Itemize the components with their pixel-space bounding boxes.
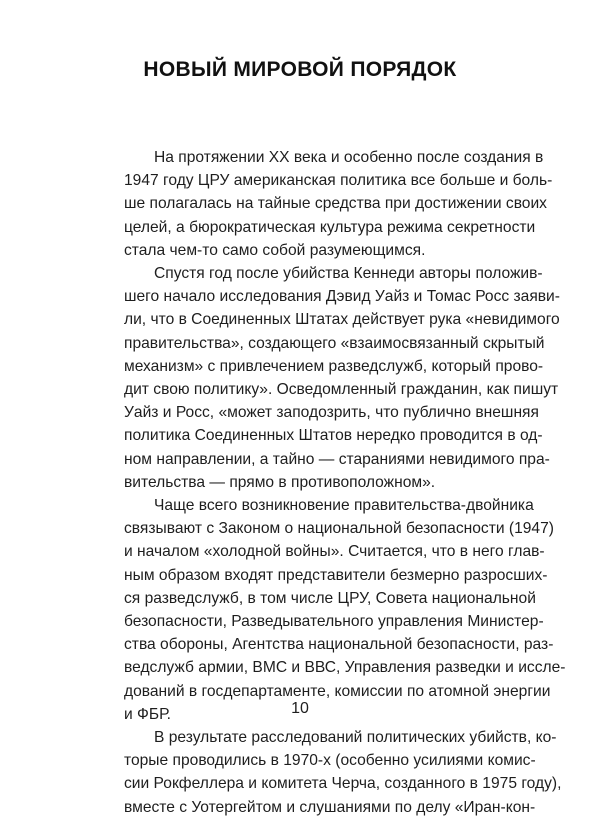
text-line: В результате расследований политических убийств, ко- [154,729,557,747]
text-line: ведслужб армии, ВМС и ВВС, Управления разведки и иссле- [124,659,566,677]
text-line: Спустя год после убийства Кеннеди авторы положив- [154,265,543,283]
text-line: ном направлении, а тайно — стараниями невидимого пра- [124,450,550,468]
text-line: дит свою политику». Осведомленный гражданин, как пишут [124,381,559,399]
text-line: ным образом входят представители безмерно разросших- [124,566,548,584]
text-line: правительства», создающего «взаимосвязанный скрытый [124,334,545,352]
text-line: 1947 году ЦРУ американская политика все больше и боль- [124,172,553,190]
text-line: ли, что в Соединенных Штатах действует рука «невидимого [124,311,560,329]
text-line: и началом «холодной войны». Считается, что в него глав- [124,543,545,561]
text-line: безопасности, Разведывательного управления Министер- [124,613,544,631]
paragraph [124,494,566,726]
text-line: связывают с Законом о национальной безопасности (1947) [124,520,554,538]
text-line: дований в госдепартаменте, комиссии по атомной энергии [124,682,551,700]
text-line: политика Соединенных Штатов нередко проводится в од- [124,427,543,445]
paragraph [124,726,562,819]
page-number: 10 [291,700,309,717]
text-line: целей, а бюрократическая культура режима секретности [124,218,536,236]
text-line: торые проводились в 1970-х (особенно усилиями комис- [124,752,536,770]
text-line: вительства — прямо в противоположном». [124,473,436,491]
text-line: На протяжении XX века и особенно после создания в [154,149,544,166]
text-line: сии Рокфеллера и комитета Черча, созданного в 1975 году), [124,775,562,793]
text-line: ся разведслужб, в том числе ЦРУ, Совета национальной [124,589,536,607]
text-line: ства обороны, Агентства национальной безопасности, раз- [124,636,554,654]
paragraph [124,262,560,494]
text-line: и ФБР. [124,705,171,723]
text-line: Уайз и Росс, «может заподозрить, что публично внешняя [124,404,539,422]
chapter-title: НОВЫЙ МИРОВОЙ ПОРЯДОК [143,58,457,81]
text-line: стала чем-то само собой разумеющимся. [124,241,426,259]
text-line: Чаще всего возникновение правительства-двойника [154,497,534,515]
paragraph [124,146,553,262]
text-line: шего начало исследования Дэвид Уайз и Томас Росс заяви- [124,288,560,306]
text-line: вместе с Уотергейтом и слушаниями по делу «Иран-кон- [124,798,536,816]
text-line: ше полагалась на тайные средства при достижении своих [124,195,547,213]
text-line: механизм» с привлечением разведслужб, который прово- [124,357,544,375]
